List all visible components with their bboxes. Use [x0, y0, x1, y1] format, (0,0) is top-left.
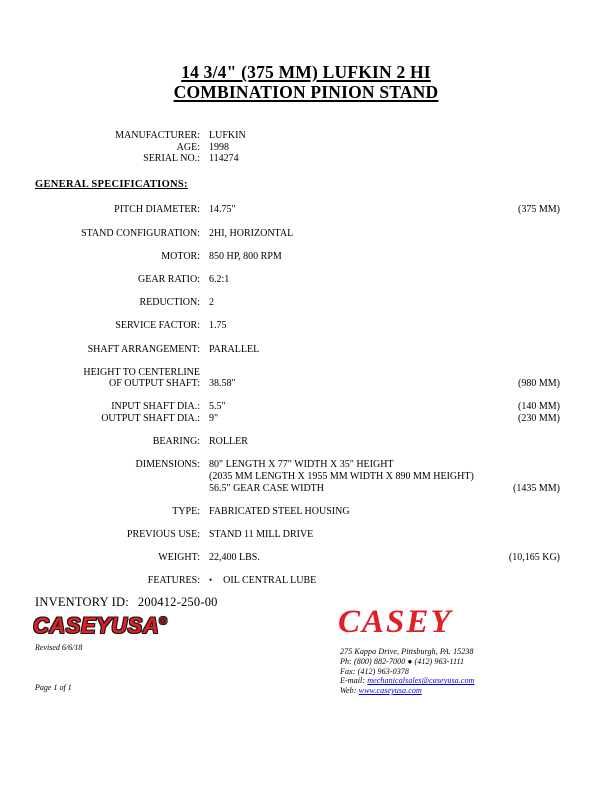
spec-label: SERVICE FACTOR: [115, 320, 200, 332]
spec-row [35, 367, 560, 379]
spec-metric: (230 MM) [518, 413, 560, 425]
spec-value: 114274 [209, 153, 239, 165]
spec-row [35, 459, 560, 471]
spec-value-cell [200, 130, 468, 142]
spec-row [35, 483, 560, 495]
spec-label: PREVIOUS USE: [126, 529, 200, 540]
spec-row [35, 344, 560, 356]
spec-block [35, 274, 560, 286]
document-title-line2: COMBINATION PINION STAND [173, 82, 439, 102]
spec-row [35, 142, 560, 154]
spec-metric [468, 344, 560, 356]
spec-label: BEARING: [152, 436, 200, 448]
spec-value-cell [200, 251, 468, 263]
spec-block [35, 251, 560, 263]
caseyusa-logo [33, 613, 167, 639]
spec-value-cell [200, 378, 468, 390]
spec-metric [468, 142, 560, 154]
spec-row [35, 274, 560, 286]
spec-block [35, 552, 560, 564]
spec-metric: (10,165 KG) [508, 552, 560, 564]
spec-value: 2HI, HORIZONTAL [209, 227, 294, 239]
spec-value: LUFKIN [209, 130, 246, 141]
spec-row [35, 413, 560, 425]
spec-metric [468, 274, 560, 286]
spec-value-cell [200, 344, 468, 356]
spec-metric [468, 130, 560, 142]
spec-row [35, 204, 560, 216]
web-link[interactable]: www.caseyusa.com [358, 686, 422, 696]
spec-value-cell [200, 529, 468, 541]
spec-row [35, 153, 560, 165]
spec-block [35, 320, 560, 332]
spec-value: STAND 11 MILL DRIVE [209, 529, 314, 540]
spec-metric [468, 367, 560, 379]
spec-label: MANUFACTURER: [115, 130, 200, 141]
inventory-id [35, 595, 218, 610]
spec-value: OIL CENTRAL LUBE [223, 575, 317, 587]
page-number: Page 1 of 1 [35, 683, 72, 692]
spec-value-cell [200, 204, 468, 216]
spec-value-cell [200, 142, 468, 154]
spec-row [35, 552, 560, 564]
spec-value: 22,400 LBS. [209, 552, 260, 564]
spec-row [35, 529, 560, 541]
phone-line: Ph: (800) 882-7000 ● (412) 963-1111 [340, 656, 465, 666]
spec-metric [468, 228, 560, 240]
spec-row [35, 130, 560, 142]
spec-block [35, 401, 560, 424]
spec-value: 80" LENGTH X 77" WIDTH X 35" HEIGHT [209, 459, 394, 471]
spec-value-cell [200, 459, 468, 471]
spec-metric [468, 459, 560, 471]
spec-label: MOTOR: [161, 250, 200, 262]
spec-value-cell [200, 401, 468, 413]
spec-metric: (375 MM) [518, 204, 560, 216]
spec-label: STAND CONFIGURATION: [81, 227, 200, 239]
spec-metric: (1435 MM) [513, 482, 560, 494]
spec-label: DIMENSIONS: [135, 459, 200, 471]
spec-value: 9" [209, 413, 219, 425]
spec-block [35, 367, 560, 390]
spec-metric [468, 436, 560, 448]
spec-value-cell [200, 228, 468, 240]
spec-value-cell [200, 297, 468, 309]
spec-value: 5.5" [209, 401, 226, 413]
spec-value-cell [200, 471, 474, 483]
document-title-line1: 14 3/4" (375 MM) LUFKIN 2 HI [181, 62, 431, 82]
email-link[interactable]: mechanicalsales@caseyusa.com [367, 676, 475, 686]
section-heading [35, 179, 560, 191]
spec-block [35, 297, 560, 309]
caseyusa-logo-text: CASEYUSA [33, 613, 160, 638]
spec-value-cell [200, 483, 468, 495]
spec-metric [468, 297, 560, 309]
spec-value: 6.2:1 [209, 273, 230, 285]
spec-value-cell [200, 506, 468, 518]
spec-row [35, 228, 560, 240]
spec-row [35, 506, 560, 518]
spec-metric [468, 153, 560, 165]
spec-label: REDUCTION: [139, 297, 200, 309]
spec-label: OUTPUT SHAFT DIA.: [101, 413, 200, 425]
spec-value: FABRICATED STEEL HOUSING [209, 505, 350, 517]
spec-block [35, 204, 560, 216]
spec-row [35, 436, 560, 448]
spec-row [35, 320, 560, 332]
spec-block [35, 228, 560, 240]
spec-block [35, 436, 560, 448]
spec-value: 14.75" [209, 204, 236, 216]
revised-date: Revised 6/6/18 [35, 643, 83, 652]
spec-value: PARALLEL [209, 343, 260, 355]
document-title [0, 0, 612, 102]
spec-row [35, 297, 560, 309]
spec-metric [474, 471, 566, 483]
spec-metric [468, 320, 560, 332]
spec-block [35, 459, 560, 494]
spec-metric [468, 506, 560, 518]
email-prefix: E-mail: [340, 676, 366, 686]
web-line [340, 686, 475, 696]
spec-row [35, 251, 560, 263]
casey-logo: CASEY [338, 604, 453, 640]
section-heading-text: GENERAL SPECIFICATIONS: [35, 178, 188, 190]
spec-metric: (140 MM) [518, 401, 560, 413]
spec-label: INPUT SHAFT DIA.: [111, 401, 200, 413]
registered-mark: ® [159, 616, 167, 627]
spec-value-cell [200, 367, 468, 379]
spec-content [35, 130, 560, 587]
spec-label: GEAR RATIO: [138, 273, 200, 285]
bullet-icon: • [209, 575, 213, 586]
spec-metric [468, 575, 560, 587]
spec-row [35, 401, 560, 413]
spec-row [35, 471, 560, 483]
spec-value: ROLLER [209, 436, 248, 448]
spec-value-cell [200, 320, 468, 332]
web-prefix: Web: [340, 686, 357, 696]
spec-label: HEIGHT TO CENTERLINE [83, 366, 200, 378]
spec-label [35, 483, 200, 495]
spec-metric [468, 251, 560, 263]
spec-value: 56.5" GEAR CASE WIDTH [209, 482, 325, 494]
spec-label: TYPE: [172, 505, 200, 517]
spec-block [35, 529, 560, 541]
spec-label: WEIGHT: [158, 552, 200, 564]
spec-value-cell [200, 413, 468, 425]
spec-value: 38.58" [209, 378, 236, 390]
spec-value-cell [200, 436, 468, 448]
spec-label [35, 471, 200, 483]
spec-value-cell [200, 153, 468, 165]
contact-block [340, 647, 475, 696]
spec-value-cell [200, 274, 468, 286]
email-line [340, 676, 475, 686]
spec-value: 1998 [209, 141, 229, 153]
spec-block [35, 506, 560, 518]
spec-value: 2 [209, 297, 214, 309]
spec-block [35, 575, 560, 587]
fax-line: Fax: (412) 963-0378 [340, 666, 409, 676]
specs-list [35, 204, 560, 587]
spec-label: FEATURES: [147, 575, 200, 587]
spec-row [35, 378, 560, 390]
spec-metric [468, 529, 560, 541]
spec-metric: (980 MM) [518, 378, 560, 390]
spec-label: SHAFT ARRANGEMENT: [87, 343, 200, 355]
spec-value: 1.75 [209, 320, 227, 332]
spec-value: 850 HP, 800 RPM [209, 250, 282, 262]
spec-block [35, 344, 560, 356]
inventory-id-label: INVENTORY ID: [35, 595, 129, 609]
spec-label: OF OUTPUT SHAFT: [108, 378, 200, 390]
address-line: 275 Kappa Drive, Pittsburgh, PA. 15238 [340, 647, 474, 656]
spec-label: SERIAL NO.: [143, 153, 200, 165]
spec-value-cell [200, 552, 468, 564]
spec-value: (2035 MM LENGTH X 1955 MM WIDTH X 890 MM HEIGHT) [209, 471, 474, 483]
spec-value-cell [200, 575, 468, 587]
inventory-id-value: 200412-250-00 [137, 595, 218, 609]
spec-label: PITCH DIAMETER: [114, 204, 200, 216]
header-info-block [35, 130, 560, 165]
spec-row [35, 575, 560, 587]
spec-label: AGE: [176, 141, 200, 153]
